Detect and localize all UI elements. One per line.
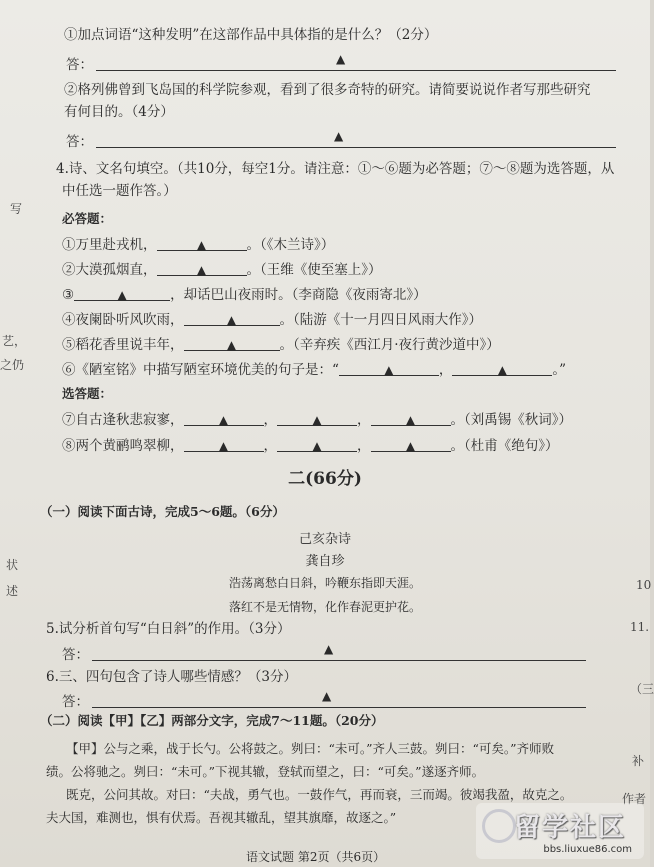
- poem-title: 己亥杂诗: [298, 532, 351, 547]
- fill-blank[interactable]: ▲: [184, 311, 280, 326]
- answer-line: [92, 707, 586, 708]
- answer-line: [96, 70, 616, 71]
- fill-blank[interactable]: ▲: [157, 236, 247, 251]
- fill-blank[interactable]: ▲: [74, 286, 170, 301]
- question-6: 6.三、四句包含了诗人哪些情感？（3分）: [46, 669, 297, 685]
- blank-marker: ▲: [324, 642, 334, 656]
- answer-line: [96, 147, 616, 148]
- question-5: 5.试分析首句写“白日斜”的作用。（3分）: [46, 621, 291, 637]
- q3-sub2-line2: 有何目的。（4分）: [64, 104, 174, 120]
- q4-instruction-line2: 中任选一题作答。）: [62, 183, 177, 199]
- fill-blank[interactable]: ▲: [339, 361, 439, 376]
- margin-fragment: 状: [6, 558, 19, 572]
- fill-blank[interactable]: ▲: [371, 437, 451, 452]
- fill-blank[interactable]: ▲: [371, 411, 451, 426]
- page-footer: 语文试题 第2页（共6页）: [246, 850, 386, 864]
- answer-label: 答：: [62, 647, 89, 663]
- answer-line: [92, 660, 586, 661]
- fill-blank[interactable]: ▲: [184, 411, 264, 426]
- margin-fragment: 11.: [630, 620, 650, 634]
- required-title: 必答题：: [62, 211, 113, 226]
- q3-sub1: ①加点词语“这种发明”在这部作品中具体指的是什么？（2分）: [64, 27, 438, 43]
- fill-blank[interactable]: ▲: [452, 361, 552, 376]
- margin-fragment: 10: [636, 578, 652, 592]
- fill-blank[interactable]: ▲: [184, 336, 280, 351]
- part2-heading: （二）阅读【甲】【乙】两部分文字，完成7～11题。（20分）: [40, 713, 384, 728]
- fill-blank[interactable]: ▲: [157, 261, 247, 276]
- blank-marker: ▲: [334, 129, 344, 143]
- optional-item-8: ⑧两个黄鹂鸣翠柳， ▲ ， ▲ ， ▲ 。（杜甫《绝句》）: [62, 438, 559, 454]
- watermark-title: 留学社区: [513, 813, 626, 843]
- section-title: 二(66分): [288, 469, 362, 489]
- fill-item-2: ②大漠孤烟直， ▲ 。（王维《使至塞上》）: [62, 262, 382, 278]
- margin-fragment: 述: [6, 584, 19, 598]
- answer-label: 答：: [66, 57, 93, 73]
- fill-item-1: ①万里赴戎机， ▲ 。（《木兰诗》）: [62, 237, 335, 253]
- margin-fragment: 之仍: [0, 358, 25, 372]
- fill-blank[interactable]: ▲: [277, 411, 357, 426]
- answer-label: 答：: [62, 694, 89, 710]
- answer-label: 答：: [66, 134, 93, 150]
- margin-fragment: （三: [630, 682, 654, 696]
- watermark: [476, 803, 644, 859]
- fill-item-3: ③ ▲ ，却话巴山夜雨时。（李商隐《夜雨寄北》）: [62, 287, 427, 303]
- poem-line-2: 落红不是无情物，化作春泥更护花。: [228, 600, 421, 614]
- passage-line-1: 【甲】公与之乘，战于长勺。公将鼓之。刿曰：“未可。”齐人三鼓。刿曰：“可矣。”齐师败: [66, 741, 555, 756]
- fill-item-6: ⑥《陋室铭》中描写陋室环境优美的句子是：“ ▲ ， ▲ 。”: [62, 362, 567, 378]
- watermark-url: bbs.liuxue86.com: [543, 844, 632, 855]
- q3-sub2-line1: ②格列佛曾到飞岛国的科学院参观，看到了很多奇特的研究。请简要说说作者写那些研究: [64, 82, 591, 98]
- watermark-logo-icon: [482, 809, 516, 843]
- fill-blank[interactable]: ▲: [184, 437, 264, 452]
- optional-title: 选答题：: [62, 386, 113, 401]
- margin-fragment: 写: [10, 202, 23, 216]
- margin-fragment: 补: [632, 754, 645, 768]
- margin-fragment: 作者: [622, 792, 647, 806]
- blank-marker: ▲: [322, 689, 332, 703]
- part1-heading: （一）阅读下面古诗，完成5～6题。（6分）: [40, 504, 285, 519]
- optional-item-7: ⑦自古逢秋悲寂寥， ▲ ， ▲ ， ▲ 。（刘禹锡《秋词》）: [62, 412, 572, 428]
- blank-marker: ▲: [336, 52, 346, 66]
- passage-line-3: 既克，公问其故。对曰：“夫战，勇气也。一鼓作气，再而衰，三而竭。彼竭我盈，故克之。: [66, 787, 573, 802]
- fill-item-5: ⑤稻花香里说丰年， ▲ 。（辛弃疾《西江月·夜行黄沙道中》）: [62, 337, 500, 353]
- poem-author: 龚自珍: [305, 554, 345, 569]
- poem-line-1: 浩荡离愁白日斜，吟鞭东指即天涯。: [228, 576, 421, 590]
- passage-line-2: 绩。公将驰之。刿曰：“未可。”下视其辙，登轼而望之，曰：“可矣。”遂逐齐师。: [46, 764, 485, 779]
- passage-line-4: 夫大国，难测也，惧有伏焉。吾视其辙乱，望其旗靡，故逐之。”: [46, 810, 397, 825]
- fill-blank[interactable]: ▲: [277, 437, 357, 452]
- margin-fragment: 艺，: [2, 334, 27, 348]
- q4-instruction-line1: 4.诗、文名句填空。（共10分，每空1分。请注意：①～⑥题为必答题；⑦～⑧题为选答题，从: [56, 161, 615, 177]
- fill-item-4: ④夜阑卧听风吹雨， ▲ 。（陆游《十一月四日风雨大作》）: [62, 312, 482, 328]
